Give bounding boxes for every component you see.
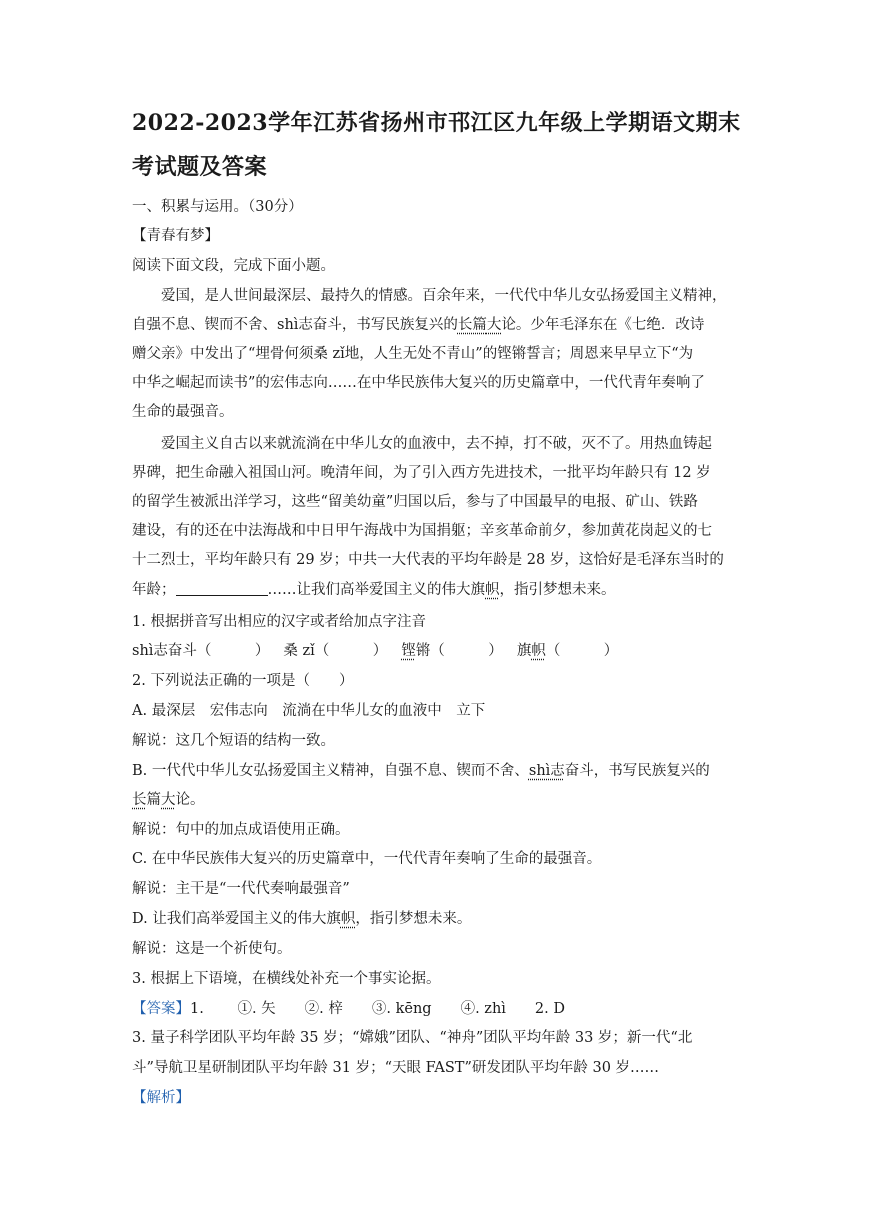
paragraph-line: 生命的最强音。: [132, 404, 234, 420]
paragraph-line: 年龄； ……让我们高举爱国主义的伟大旗帜，指引梦想未来。: [132, 582, 616, 598]
option-b: B. 一代代中华儿女弘扬爱国主义精神，自强不息、锲而不舍、shì志奋斗，书写民族复兴的: [132, 763, 710, 779]
answer-3-line: 斗”导航卫星研制团队平均年龄 31 岁；“天眼 FAST”研发团队平均年龄 30 岁……: [132, 1060, 660, 1076]
answer-3-line: 3. 量子科学团队平均年龄 35 岁；“嫦娥”团队、“神舟”团队平均年龄 33 岁；新一代“北: [132, 1030, 693, 1046]
option-a: A. 最深层 宏伟志向 流淌在中华儿女的血液中 立下: [132, 703, 486, 719]
question-1-items: shì志奋斗（ ） 桑 zǐ（ ） 铿锵（ ） 旗帜（ ）: [132, 643, 619, 659]
question-2-stem: 2. 下列说法正确的一项是（ ）: [132, 673, 354, 689]
question-1-stem: 1. 根据拼音写出相应的汉字或者给加点字注音: [132, 614, 426, 630]
answer-line: [132, 999, 565, 1019]
subheading: 【青春有梦】: [132, 228, 219, 244]
dotted-char: 帜: [531, 643, 546, 659]
dotted-char: 帜: [485, 582, 500, 598]
dotted-char: shì志: [528, 763, 565, 779]
dotted-char: 大: [161, 792, 176, 808]
paragraph-line: 爱国，是人世间最深层、最持久的情感。百余年来，一代代中华儿女弘扬爱国主义精神，: [161, 288, 727, 304]
dotted-char: 长: [132, 792, 147, 808]
question-3-stem: 3. 根据上下语境，在横线处补充一个事实论据。: [132, 971, 441, 987]
option-b-explanation: 解说：句中的加点成语使用正确。: [132, 822, 350, 838]
answer-text: 1. ①. 矢 ②. 梓 ③. kēng ④. zhì 2. D: [190, 1001, 565, 1017]
paragraph-line: 爱国主义自古以来就流淌在中华儿女的血液中，去不掉，打不破，灭不了。用热血铸起: [161, 436, 712, 452]
paragraph-line: 的留学生被派出洋学习，这些“留美幼童”归国以后，参与了中国最早的电报、矿山、铁路: [132, 494, 698, 510]
paragraph-line: 赠父亲》中发出了“埋骨何须桑 zǐ地，人生无处不青山”的铿锵誓言；周恩来早早立下“为: [132, 346, 694, 362]
option-c: C. 在中华民族伟大复兴的历史篇章中，一代代青年奏响了生命的最强音。: [132, 851, 602, 867]
section-heading: 一、积累与运用。（30分）: [132, 199, 303, 215]
paragraph-line: 自强不息、锲而不舍、shì志奋斗，书写民族复兴的长篇大论。少年毛泽东在《七绝．改诗: [132, 317, 705, 333]
instruction: 阅读下面文段，完成下面小题。: [132, 258, 335, 274]
paragraph-line: 十二烈士，平均年龄只有 29 岁；中共一大代表的平均年龄是 28 岁，这恰好是毛泽东当时的: [132, 552, 724, 568]
page-title: 2022-2023学年江苏省扬州市邗江区九年级上学期语文期末考试题及答案: [132, 110, 741, 180]
dotted-char: 大: [486, 317, 502, 333]
paragraph-line: 界碑，把生命融入祖国山河。晚清年间，为了引入西方先进技术，一批平均年龄只有 12 岁: [132, 465, 711, 481]
option-d-explanation: 解说：这是一个祈使句。: [132, 941, 292, 957]
dotted-char: 长篇: [457, 317, 487, 333]
analysis-tag: 【解析】: [132, 1090, 190, 1106]
option-a-explanation: 解说：这几个短语的结构一致。: [132, 733, 335, 749]
paragraph-line: 中华之崛起而读书”的宏伟志向……在中华民族伟大复兴的历史篇章中，一代代青年奏响了: [132, 375, 705, 391]
answer-tag: 【答案】: [132, 1001, 190, 1017]
option-c-explanation: 解说：主干是“一代代奏响最强音”: [132, 881, 350, 897]
dotted-char: 铿: [401, 643, 416, 659]
fill-in-blank: [176, 581, 268, 596]
dotted-char: 帜: [340, 911, 356, 927]
option-d: D. 让我们高举爱国主义的伟大旗帜，指引梦想未来。: [132, 911, 472, 927]
option-b-continued: 长篇大论。: [132, 792, 205, 808]
paragraph-line: 建设，有的还在中法海战和中日甲午海战中为国捐躯；辛亥革命前夕，参加黄花岗起义的七: [132, 523, 712, 539]
